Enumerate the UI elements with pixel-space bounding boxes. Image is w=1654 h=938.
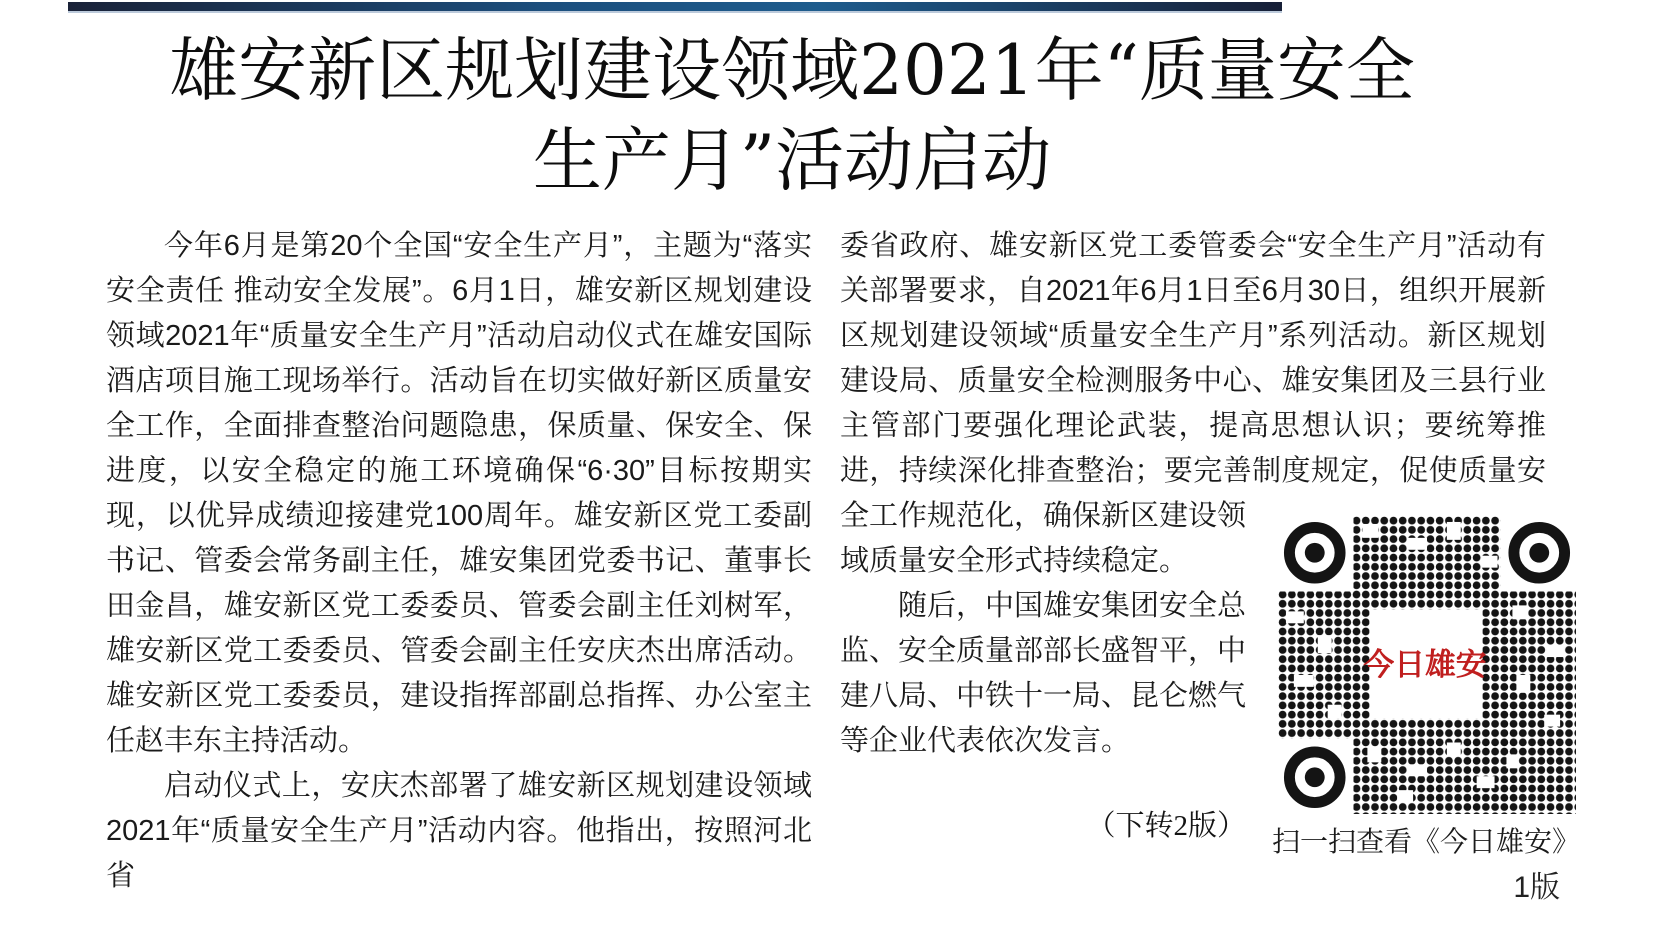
qr-center-label: 今日雄安 [1363, 646, 1487, 683]
continuation-note: （下转2版） [1086, 810, 1246, 842]
masthead-divider-bar [68, 2, 1282, 13]
paragraph-1: 今年6月是第20个全国“安全生产月”，主题为“落实安全责任 推动安全发展”。6月1日，雄安新区规划建设领域2021年“质量安全生产月”活动启动仪式在雄安国际酒店项目施工现场举行。活动旨在切实做好新区质量安全工作，全面排查整治问题隐患，保质量、保安全、保进度，以安全稳定的施工环境确保“6·30”目标按期实现，以优异成绩迎接建党100周年。雄安新区党工委副书记、管委会常务副主任，雄安集团党委书记、董事长田金昌，雄安新区党工委委员、管委会副主任刘树军，雄安新区党工委委员、管委会副主任安庆杰出席活动。雄安新区党工委委员，建设指挥部副总指挥、办公室主任赵丰东主持活动。 [106, 230, 812, 757]
article-column-left [106, 224, 812, 899]
qr-code [1278, 516, 1576, 814]
paragraph-3: 随后，中国雄安集团安全总监、安全质量部部长盛智平，中建八局、中铁十一局、昆仑燃气等企业代表依次发言。 [840, 590, 1247, 757]
headline-line-2: 生产月”活动启动 [532, 121, 1052, 201]
page-number: 1版 [1513, 871, 1560, 904]
qr-caption: 扫一扫查看《今日雄安》 [1272, 826, 1581, 857]
paragraph-2-start: 启动仪式上，安庆杰部署了雄安新区规划建设领域2021年“质量安全生产月”活动内容。他指出，按照河北省 [106, 770, 812, 892]
paragraph-2-continued-text: 委省政府、雄安新区党工委管委会“安全生产月”活动有关部署要求，自2021年6月1日至6月30日，组织开展新区规划建设领域“质量安全生产月”系列活动。新区规划建设局、质量安全检测服务中心、雄安集团及三县行业主管部门要强化理论武装，提高思想认识；要统筹推进，持续深化排查整治；要完善制度规定，促使质量安全工作规范化，确保新区建设领域质量安全形式持续稳定。 [840, 230, 1546, 577]
article-headline [0, 26, 1584, 206]
headline-line-1: 雄安新区规划建设领域2021年“质量安全 [169, 31, 1415, 111]
